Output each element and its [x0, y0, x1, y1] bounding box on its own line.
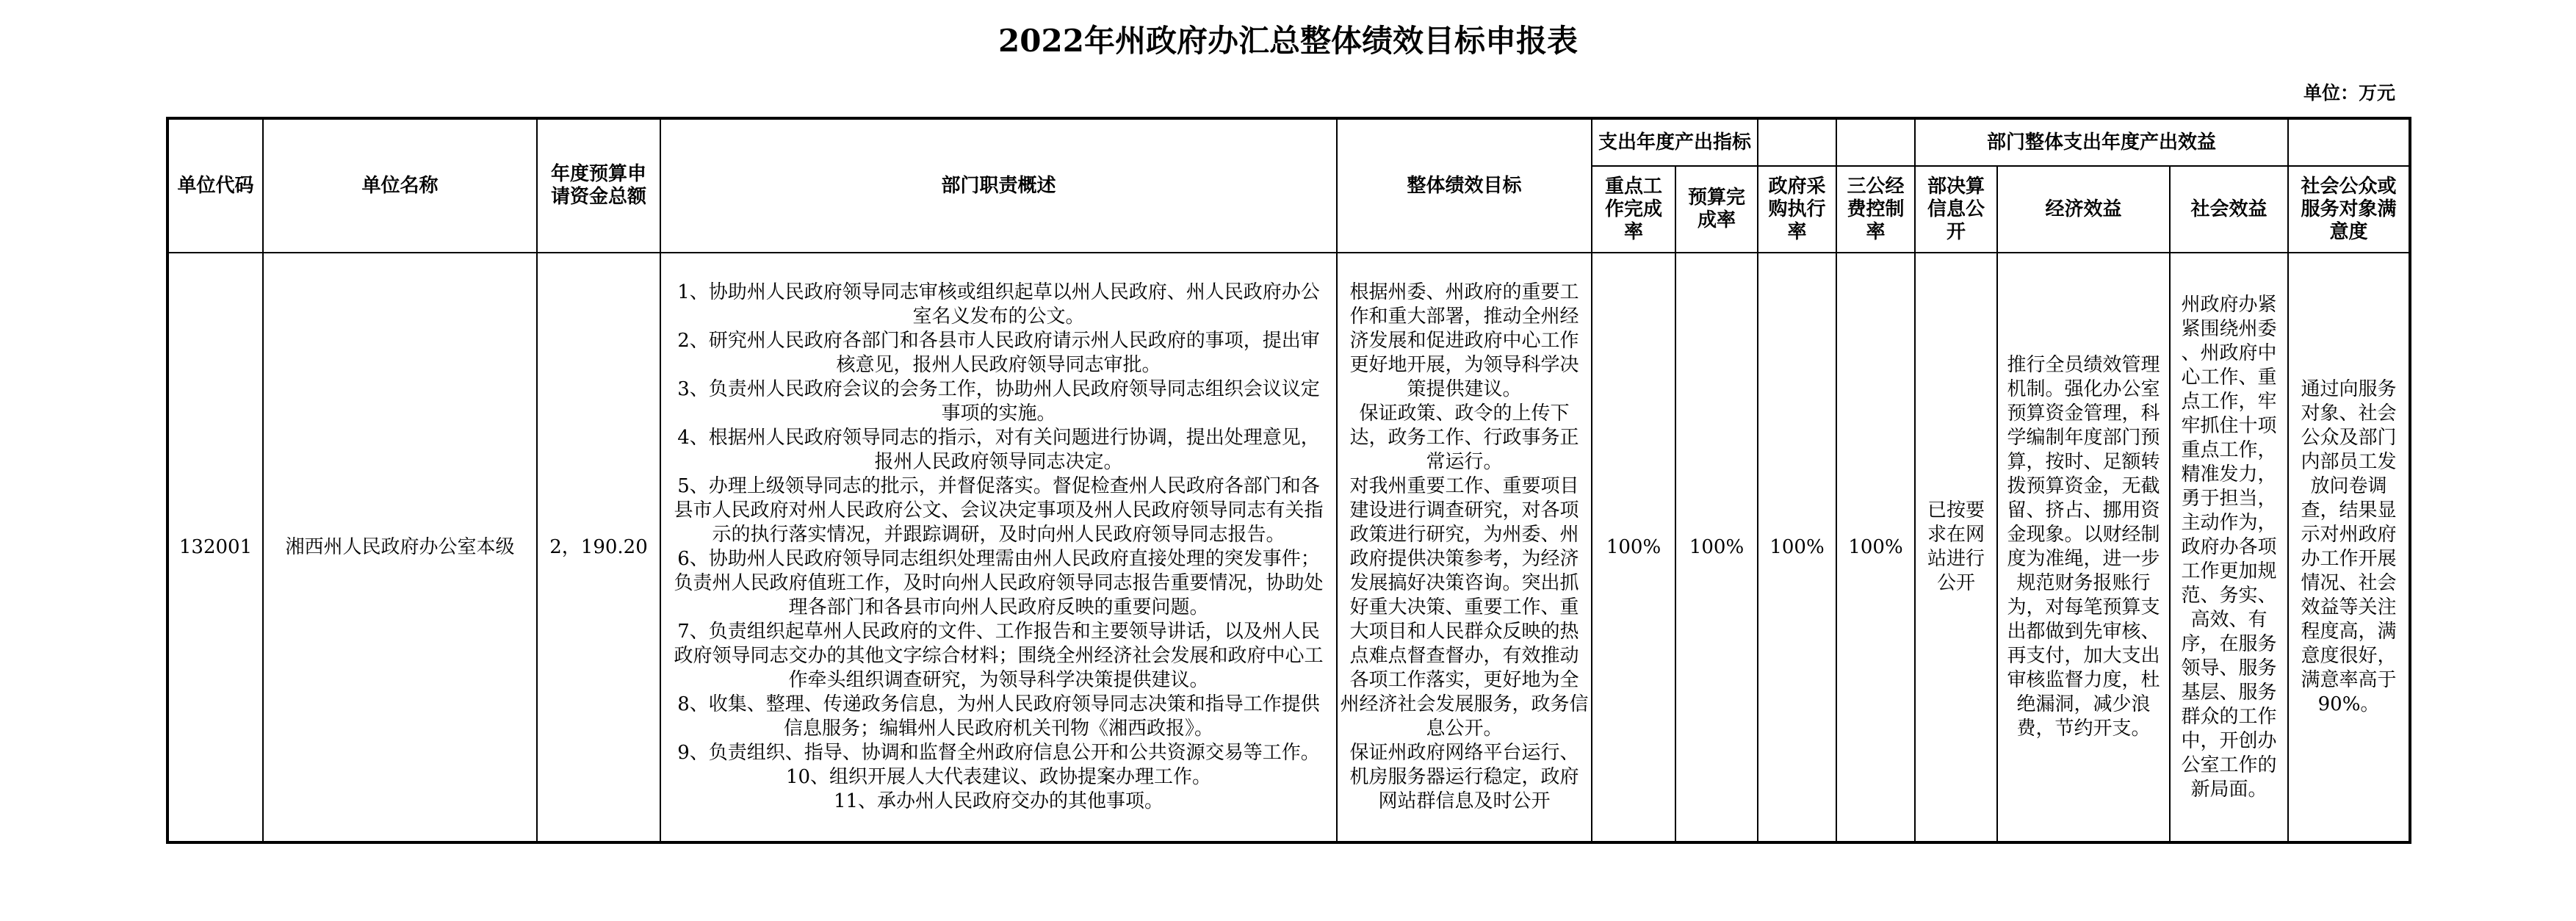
header-three-public-rate: 三公经 费控制 率: [1836, 166, 1915, 253]
cell-budget-total: 2，190.20: [537, 253, 660, 842]
duty-item: 10、组织开展人大代表建议、政协提案办理工作。: [785, 766, 1212, 788]
table-header: [167, 118, 2410, 253]
header-key-work-rate: 重点工 作完成 率: [1592, 166, 1675, 253]
duty-item: 5、办理上级领导同志的批示，并督促落实。督促检查州人民政府各部门和各 县市人民政府对州人民政府公文、会议决定事项及州人民政府领导同志有关指 示的执行落实情况，并跟踪调研，及时向州人民政府领导同志报告。: [674, 475, 1324, 546]
header-budget-total: 年度预算申 请资金总额: [537, 118, 660, 253]
cell-budget-completion-rate: 100%: [1675, 253, 1758, 842]
cell-unit-code: 132001: [167, 253, 263, 842]
duty-item: 4、根据州人民政府领导同志的指示，对有关问题进行协调，提出处理意见， 报州人民政府领导同志决定。: [677, 427, 1320, 473]
header-empty-cell: [1758, 118, 1836, 166]
duty-item: 6、协助州人民政府领导同志组织处理需由州人民政府直接处理的突发事件； 负责州人民政府值班工作，及时向州人民政府领导同志报告重要情况，协助处 理各部门和各县市向州人民政府反映的重要问题。: [674, 548, 1324, 618]
header-benefits-group: 部门整体支出年度产出效益: [1915, 118, 2288, 166]
table-row: [167, 253, 2410, 842]
cell-satisfaction: 通过向服务 对象、社会 公众及部门 内部员工发 放问卷调 查，结果显 示对州政府 办工作开展 情况、社会 效益等关注 程度高，满 意度很好， 满意率高于 90%。: [2288, 253, 2410, 842]
target-paragraph: 根据州委、州政府的重要工 作和重大部署，推动全州经 济发展和促进政府中心工作 更好地开展，为领导科学决 策提供建议。: [1349, 281, 1579, 400]
cell-social-benefit: 州政府办紧 紧围绕州委 、州政府中 心工作、重 点工作，牢 牢抓住十项 重点工作， 精准发力， 勇于担当， 主动作为， 政府办各项 工作更加规 范、务实、 高效、有 序，在服务 领导、服务 基层、服务 群众的工作 中，开创办 公室工作的 新局面。: [2170, 253, 2288, 842]
duty-item: 3、负责州人民政府会议的会务工作，协助州人民政府领导同志组织会议议定 事项的实施。: [677, 378, 1320, 425]
header-overall-target: 整体绩效目标: [1337, 118, 1592, 253]
header-output-indicators-group: 支出年度产出指标: [1592, 118, 1758, 166]
duty-item: 2、研究州人民政府各部门和各县市人民政府请示州人民政府的事项，提出审 核意见，报州人民政府领导同志审批。: [677, 330, 1320, 376]
header-empty-cell: [2288, 118, 2410, 166]
cell-procurement-rate: 100%: [1758, 253, 1836, 842]
target-paragraph: 对我州重要工作、重要项目 建设进行调查研究，对各项 政策进行研究，为州委、州 政府提供决策参考，为经济 发展搞好决策咨询。突出抓 好重大决策、重要工作、重 大项目和人民群众反映的热 点难点督查督办，有效推动 各项工作落实，更好地为全 州经济社会发展服务，政务信 息公开。: [1340, 475, 1589, 740]
table-body: [167, 253, 2410, 842]
unit-label: 单位：万元: [2303, 82, 2395, 104]
cell-unit-name: 湘西州人民政府办公室本级: [263, 253, 537, 842]
duty-item: 1、协助州人民政府领导同志审核或组织起草以州人民政府、州人民政府办公 室名义发布的公文。: [677, 281, 1320, 328]
header-empty-cell: [1836, 118, 1915, 166]
performance-target-table: [166, 117, 2411, 844]
target-paragraph: 保证州政府网络平台运行、 机房服务器运行稳定，政府 网站群信息及时公开: [1349, 742, 1579, 812]
cell-duties: [660, 253, 1337, 842]
header-economic-benefit: 经济效益: [1997, 166, 2170, 253]
cell-economic-benefit: 推行全员绩效管理 机制。强化办公室 预算资金管理，科 学编制年度部门预 算，按时、足额转 拨预算资金，无截 留、挤占、挪用资 金现象。以财经制 度为准绳，进一步 规范财务报账行 为，对每笔预算支 出都做到先审核、 再支付，加大支出 审核监督力度，杜 绝漏洞，减少浪 费，节约开支。: [1997, 253, 2170, 842]
form-title: 2022年州政府办汇总整体绩效目标申报表: [998, 23, 1578, 59]
cell-disclosure: 已按要 求在网 站进行 公开: [1915, 253, 1997, 842]
header-duties: 部门职责概述: [660, 118, 1337, 253]
header-procurement-rate: 政府采 购执行 率: [1758, 166, 1836, 253]
cell-three-public-rate: 100%: [1836, 253, 1915, 842]
header-unit-name: 单位名称: [263, 118, 537, 253]
header-disclosure: 部决算 信息公 开: [1915, 166, 1997, 253]
header-unit-code: 单位代码: [167, 118, 263, 253]
target-paragraph: 保证政策、政令的上传下 达，政务工作、行政事务正 常运行。: [1349, 402, 1579, 473]
header-budget-completion-rate: 预算完 成率: [1675, 166, 1758, 253]
header-row: [167, 118, 2410, 166]
duty-item: 11、承办州人民政府交办的其他事项。: [833, 790, 1164, 812]
header-social-benefit: 社会效益: [2170, 166, 2288, 253]
cell-key-work-rate: 100%: [1592, 253, 1675, 842]
cell-overall-target: [1337, 253, 1592, 842]
duty-item: 9、负责组织、指导、协调和监督全州政府信息公开和公共资源交易等工作。: [677, 742, 1320, 764]
header-satisfaction: 社会公众或 服务对象满 意度: [2288, 166, 2410, 253]
duty-item: 7、负责组织起草州人民政府的文件、工作报告和主要领导讲话，以及州人民 政府领导同志交办的其他文字综合材料；围绕全州经济社会发展和政府中心工 作牵头组织调查研究，为领导科学决策提供建议。: [674, 621, 1324, 691]
duty-item: 8、收集、整理、传递政务信息，为州人民政府领导同志决策和指导工作提供 信息服务；编辑州人民政府机关刊物《湘西政报》。: [677, 693, 1320, 740]
